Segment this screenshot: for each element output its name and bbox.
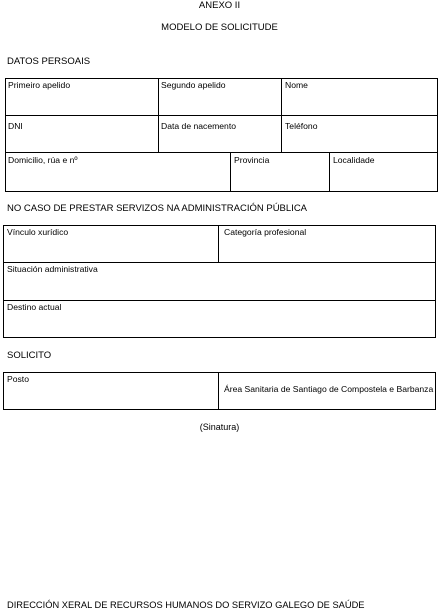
dni-field[interactable]: DNI <box>8 121 23 131</box>
address-field[interactable]: Domicilio, rúa e nº <box>8 155 78 165</box>
second-surname-field[interactable]: Segundo apelido <box>161 80 226 90</box>
locality-field[interactable]: Localidade <box>333 155 375 165</box>
name-field[interactable]: Nome <box>285 80 308 90</box>
column-divider <box>218 225 219 263</box>
current-post-field[interactable]: Destino actual <box>7 302 62 312</box>
column-divider <box>329 152 330 192</box>
footer-addressee: DIRECCIÓN XERAL DE RECURSOS HUMANOS DO SERVIZO GALEGO DE SAÚDE <box>7 600 365 610</box>
column-divider <box>230 152 231 192</box>
column-divider <box>281 78 282 153</box>
row-divider <box>3 262 436 263</box>
professional-category-field[interactable]: Categoría profesional <box>224 227 307 237</box>
annex-label: ANEXO II <box>198 0 241 11</box>
row-divider <box>5 115 438 116</box>
phone-field[interactable]: Teléfono <box>285 121 318 131</box>
row-divider <box>5 152 438 153</box>
row-divider <box>3 300 436 301</box>
signature-label: (Sinatura) <box>199 422 240 432</box>
birth-date-field[interactable]: Data de nacemento <box>161 121 237 131</box>
column-divider <box>158 78 159 153</box>
form-title: MODELO DE SOLICITUDE <box>161 22 278 33</box>
administrative-status-field[interactable]: Situación administrativa <box>7 264 98 274</box>
public-service-heading: NO CASO DE PRESTAR SERVIZOS NA ADMINISTRACIÓN PÚBLICA <box>7 203 308 214</box>
area-value: Área Sanitaria de Santiago de Compostela e Barbanza <box>224 384 434 394</box>
first-surname-field[interactable]: Primeiro apelido <box>8 80 71 90</box>
column-divider <box>218 372 219 410</box>
public-service-table <box>3 225 436 338</box>
province-field[interactable]: Provincia <box>234 155 270 165</box>
personal-data-table <box>5 78 438 192</box>
post-field[interactable]: Posto <box>7 374 29 384</box>
request-heading: SOLICITO <box>7 350 52 361</box>
personal-data-heading: DATOS PERSOAIS <box>7 56 91 67</box>
legal-link-field[interactable]: Vínculo xurídico <box>7 227 69 237</box>
